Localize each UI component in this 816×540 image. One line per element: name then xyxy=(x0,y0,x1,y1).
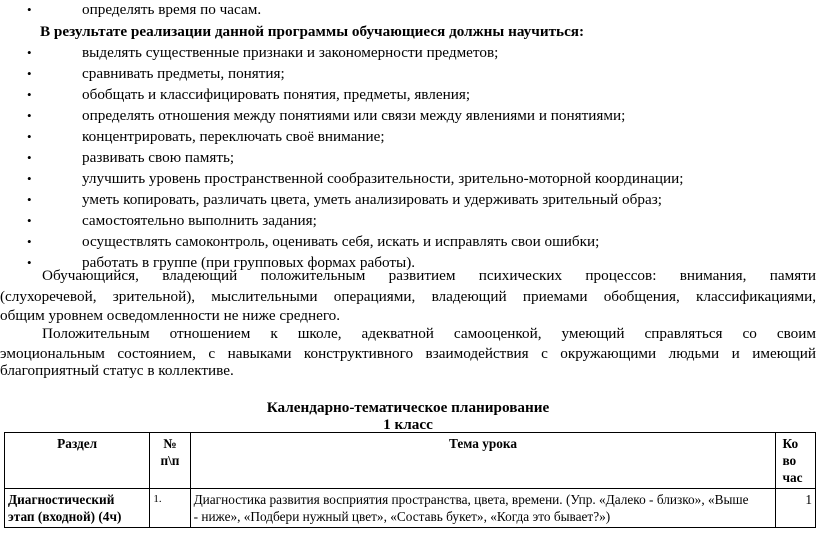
cell-hours: 1 xyxy=(776,489,816,528)
cell-topic: Диагностика развития восприятия пространства, цвета, времени. (Упр. «Далеко - близко», «Выше - ниже», «Подбери нужный цвет», «Составь букет», «Когда это бывает?») xyxy=(190,489,776,528)
bullet-icon: • xyxy=(27,45,32,60)
bullet-icon: • xyxy=(27,2,32,17)
header-number: № п\п xyxy=(150,433,190,489)
results-heading: В результате реализации данной программы обучающиеся должны научиться: xyxy=(40,23,585,40)
top-bullet-text: определять время по часам. xyxy=(82,1,262,18)
bullet-icon: • xyxy=(27,213,32,228)
header-topic: Тема урока xyxy=(190,433,776,489)
header-section: Раздел xyxy=(5,433,150,489)
plan-title: Календарно-тематическое планирование xyxy=(266,399,550,416)
bullet-icon: • xyxy=(27,234,32,249)
table-row xyxy=(5,489,816,528)
bullet-icon: • xyxy=(27,255,32,270)
bullet-icon: • xyxy=(27,171,32,186)
bullet-icon: • xyxy=(27,192,32,207)
bullet-icon: • xyxy=(27,66,32,81)
cell-number: 1. xyxy=(150,489,190,528)
bullet-icon: • xyxy=(27,87,32,102)
cell-section: Диагностический этап (входной) (4ч) xyxy=(5,489,150,528)
header-hours: Ко во час xyxy=(776,433,816,489)
plan-table xyxy=(4,432,816,528)
document-page: • определять время по часам. В результате реализации данной программы обучающиеся должны научиться: • выделять существенные признаки и закономерности предметов; • сравнивать предметы, понятия; • обобщать и классифицировать понятия, предметы, явления; • определять отношения между понятиями или связи между явлениями и понятиями; • концентрировать, переключать своё внимание; • развивать свою память; • улучшить уровень пространственной сообразительности, зрительно-моторной координации; • уметь копировать, различать цвета, уметь анализировать и удерживать зрительный образ; • самостоятельно выполнить задания; • осуществлять самоконтроль, оценивать себя, искать и исправлять свои ошибки; • работать в группе (при групповых формах работы). Обучающийся, владеющий положительным развитием психических процессов: внимания, памяти (слухоречевой, зрительной), мыслительными операциями, владеющий приемами обобщения, классификациями, общим уровнем осведомленности не ниже среднего. Положительным отношением к школе, адекватной самооценкой, умеющий справляться со своим эмоциональным состоянием, с навыками конструктивного взаимодействия с окружающими людьми и имеющий благоприятный статус в коллективе. Календарно-тематическое планирование 1 класс Раздел № п\п Тема урока Ко во час Диагностический этап (входной) (4ч) 1. Диагностика развития восприятия пространства, цвета, времени. (Упр. «Далеко - близко», «Выше - ниже», «Подбери нужный цвет», «Составь букет», «Когда это бывает?») 1 xyxy=(0,0,816,540)
bullet-icon: • xyxy=(27,108,32,123)
bullet-icon: • xyxy=(27,150,32,165)
plan-class: 1 класс xyxy=(383,416,433,433)
table-header-row xyxy=(5,433,816,489)
bullet-icon: • xyxy=(27,129,32,144)
